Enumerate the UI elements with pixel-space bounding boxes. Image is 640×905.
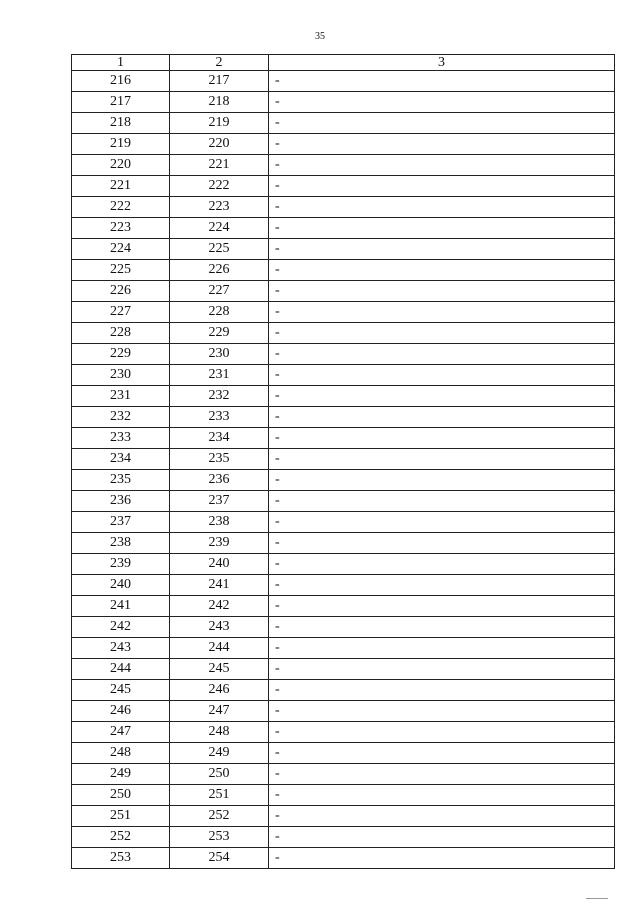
cell-col-2: 227 bbox=[170, 281, 269, 302]
table-row bbox=[72, 470, 615, 491]
cell-col-1: 237 bbox=[72, 512, 170, 533]
cell-col-2: 249 bbox=[170, 743, 269, 764]
cell-col-1: 244 bbox=[72, 659, 170, 680]
cell-col-1: 227 bbox=[72, 302, 170, 323]
table-header bbox=[72, 55, 615, 71]
cell-col-2: 241 bbox=[170, 575, 269, 596]
cell-col-2: 229 bbox=[170, 323, 269, 344]
cell-col-2: 254 bbox=[170, 848, 269, 869]
table-row bbox=[72, 617, 615, 638]
cell-col-3: - bbox=[269, 155, 615, 176]
table-row bbox=[72, 743, 615, 764]
cell-col-1: 253 bbox=[72, 848, 170, 869]
table-row bbox=[72, 71, 615, 92]
table-row bbox=[72, 386, 615, 407]
cell-col-1: 248 bbox=[72, 743, 170, 764]
table-row bbox=[72, 512, 615, 533]
table-row bbox=[72, 764, 615, 785]
column-header-2: 2 bbox=[170, 55, 269, 71]
cell-col-3: - bbox=[269, 407, 615, 428]
cell-col-2: 250 bbox=[170, 764, 269, 785]
table-row bbox=[72, 302, 615, 323]
cell-col-3: - bbox=[269, 176, 615, 197]
cell-col-3: - bbox=[269, 71, 615, 92]
cell-col-1: 222 bbox=[72, 197, 170, 218]
cell-col-3: - bbox=[269, 575, 615, 596]
table-row bbox=[72, 638, 615, 659]
cell-col-1: 236 bbox=[72, 491, 170, 512]
cell-col-3: - bbox=[269, 743, 615, 764]
corner-mark bbox=[586, 898, 608, 901]
cell-col-3: - bbox=[269, 722, 615, 743]
cell-col-3: - bbox=[269, 554, 615, 575]
table-row bbox=[72, 533, 615, 554]
cell-col-1: 239 bbox=[72, 554, 170, 575]
cell-col-2: 220 bbox=[170, 134, 269, 155]
table-row bbox=[72, 554, 615, 575]
cell-col-1: 234 bbox=[72, 449, 170, 470]
cell-col-3: - bbox=[269, 470, 615, 491]
cell-col-2: 223 bbox=[170, 197, 269, 218]
cell-col-3: - bbox=[269, 197, 615, 218]
cell-col-3: - bbox=[269, 785, 615, 806]
cell-col-1: 247 bbox=[72, 722, 170, 743]
table-body bbox=[72, 71, 615, 869]
cell-col-1: 217 bbox=[72, 92, 170, 113]
cell-col-2: 230 bbox=[170, 344, 269, 365]
table-row bbox=[72, 575, 615, 596]
cell-col-3: - bbox=[269, 449, 615, 470]
cell-col-1: 228 bbox=[72, 323, 170, 344]
cell-col-3: - bbox=[269, 533, 615, 554]
table-row bbox=[72, 323, 615, 344]
cell-col-3: - bbox=[269, 428, 615, 449]
table-row bbox=[72, 596, 615, 617]
cell-col-1: 219 bbox=[72, 134, 170, 155]
table-row bbox=[72, 155, 615, 176]
data-table-container bbox=[71, 54, 614, 869]
cell-col-3: - bbox=[269, 323, 615, 344]
cell-col-3: - bbox=[269, 344, 615, 365]
cell-col-1: 230 bbox=[72, 365, 170, 386]
table-row bbox=[72, 827, 615, 848]
table-row bbox=[72, 92, 615, 113]
table-row bbox=[72, 134, 615, 155]
cell-col-3: - bbox=[269, 491, 615, 512]
table-row bbox=[72, 260, 615, 281]
cell-col-3: - bbox=[269, 596, 615, 617]
cell-col-2: 243 bbox=[170, 617, 269, 638]
cell-col-3: - bbox=[269, 281, 615, 302]
table-row bbox=[72, 218, 615, 239]
cell-col-2: 240 bbox=[170, 554, 269, 575]
cell-col-1: 232 bbox=[72, 407, 170, 428]
cell-col-1: 250 bbox=[72, 785, 170, 806]
table-row bbox=[72, 197, 615, 218]
cell-col-1: 235 bbox=[72, 470, 170, 491]
cell-col-3: - bbox=[269, 92, 615, 113]
cell-col-1: 252 bbox=[72, 827, 170, 848]
cell-col-1: 221 bbox=[72, 176, 170, 197]
cell-col-2: 221 bbox=[170, 155, 269, 176]
cell-col-2: 225 bbox=[170, 239, 269, 260]
cell-col-2: 247 bbox=[170, 701, 269, 722]
cell-col-2: 219 bbox=[170, 113, 269, 134]
data-table bbox=[71, 54, 615, 869]
cell-col-2: 253 bbox=[170, 827, 269, 848]
cell-col-1: 238 bbox=[72, 533, 170, 554]
column-header-3: 3 bbox=[269, 55, 615, 71]
cell-col-1: 243 bbox=[72, 638, 170, 659]
cell-col-2: 233 bbox=[170, 407, 269, 428]
cell-col-3: - bbox=[269, 848, 615, 869]
cell-col-1: 233 bbox=[72, 428, 170, 449]
table-row bbox=[72, 701, 615, 722]
page-number: 35 bbox=[315, 31, 325, 42]
cell-col-1: 225 bbox=[72, 260, 170, 281]
cell-col-3: - bbox=[269, 386, 615, 407]
cell-col-3: - bbox=[269, 701, 615, 722]
cell-col-2: 238 bbox=[170, 512, 269, 533]
cell-col-2: 218 bbox=[170, 92, 269, 113]
cell-col-2: 242 bbox=[170, 596, 269, 617]
cell-col-1: 229 bbox=[72, 344, 170, 365]
cell-col-2: 236 bbox=[170, 470, 269, 491]
cell-col-1: 242 bbox=[72, 617, 170, 638]
cell-col-2: 234 bbox=[170, 428, 269, 449]
cell-col-2: 252 bbox=[170, 806, 269, 827]
cell-col-3: - bbox=[269, 260, 615, 281]
table-row bbox=[72, 407, 615, 428]
cell-col-1: 246 bbox=[72, 701, 170, 722]
cell-col-2: 235 bbox=[170, 449, 269, 470]
cell-col-3: - bbox=[269, 218, 615, 239]
cell-col-3: - bbox=[269, 365, 615, 386]
cell-col-3: - bbox=[269, 113, 615, 134]
cell-col-3: - bbox=[269, 764, 615, 785]
cell-col-2: 244 bbox=[170, 638, 269, 659]
cell-col-1: 231 bbox=[72, 386, 170, 407]
column-header-1: 1 bbox=[72, 55, 170, 71]
table-row bbox=[72, 365, 615, 386]
cell-col-2: 226 bbox=[170, 260, 269, 281]
cell-col-1: 240 bbox=[72, 575, 170, 596]
cell-col-3: - bbox=[269, 638, 615, 659]
table-header-row bbox=[72, 55, 615, 71]
cell-col-3: - bbox=[269, 239, 615, 260]
cell-col-1: 224 bbox=[72, 239, 170, 260]
cell-col-1: 218 bbox=[72, 113, 170, 134]
table-row bbox=[72, 722, 615, 743]
cell-col-2: 248 bbox=[170, 722, 269, 743]
cell-col-3: - bbox=[269, 659, 615, 680]
cell-col-2: 232 bbox=[170, 386, 269, 407]
table-row bbox=[72, 239, 615, 260]
cell-col-2: 239 bbox=[170, 533, 269, 554]
cell-col-1: 216 bbox=[72, 71, 170, 92]
cell-col-2: 222 bbox=[170, 176, 269, 197]
table-row bbox=[72, 176, 615, 197]
table-row bbox=[72, 113, 615, 134]
table-row bbox=[72, 449, 615, 470]
cell-col-1: 223 bbox=[72, 218, 170, 239]
cell-col-1: 241 bbox=[72, 596, 170, 617]
cell-col-1: 226 bbox=[72, 281, 170, 302]
table-row bbox=[72, 848, 615, 869]
cell-col-2: 224 bbox=[170, 218, 269, 239]
cell-col-2: 237 bbox=[170, 491, 269, 512]
cell-col-3: - bbox=[269, 512, 615, 533]
cell-col-2: 251 bbox=[170, 785, 269, 806]
cell-col-1: 220 bbox=[72, 155, 170, 176]
cell-col-2: 228 bbox=[170, 302, 269, 323]
cell-col-3: - bbox=[269, 302, 615, 323]
cell-col-2: 231 bbox=[170, 365, 269, 386]
table-row bbox=[72, 785, 615, 806]
table-row bbox=[72, 680, 615, 701]
table-row bbox=[72, 281, 615, 302]
table-row bbox=[72, 428, 615, 449]
cell-col-3: - bbox=[269, 617, 615, 638]
cell-col-1: 245 bbox=[72, 680, 170, 701]
table-row bbox=[72, 806, 615, 827]
cell-col-1: 249 bbox=[72, 764, 170, 785]
cell-col-1: 251 bbox=[72, 806, 170, 827]
cell-col-3: - bbox=[269, 680, 615, 701]
cell-col-2: 217 bbox=[170, 71, 269, 92]
cell-col-2: 246 bbox=[170, 680, 269, 701]
table-row bbox=[72, 491, 615, 512]
cell-col-3: - bbox=[269, 134, 615, 155]
cell-col-3: - bbox=[269, 806, 615, 827]
table-row bbox=[72, 659, 615, 680]
table-row bbox=[72, 344, 615, 365]
cell-col-2: 245 bbox=[170, 659, 269, 680]
cell-col-3: - bbox=[269, 827, 615, 848]
